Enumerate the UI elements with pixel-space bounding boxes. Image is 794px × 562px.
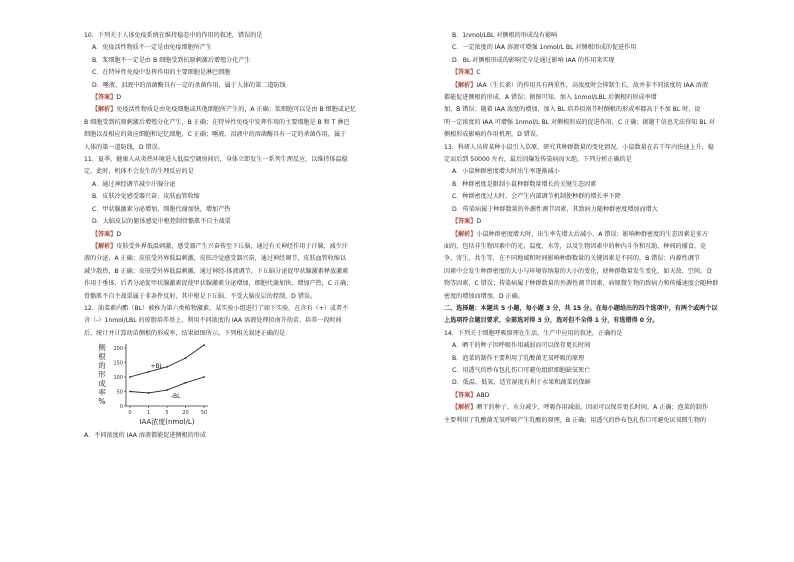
q13-answer	[444, 216, 778, 228]
q14-stem: 14．下列关于细胞呼吸原理在生活、生产中应用的叙述，正确的是	[444, 329, 623, 337]
q13-analysis-5: 物等因素，C 错误；传染病属于种群数量的外源性调节因素，病原微生物的致病力和传播速度会随种群	[444, 280, 719, 288]
y-tick-label: 0	[119, 404, 123, 411]
q10-option-c: C．在特异性免疫中发挥作用的主要细胞是淋巴细胞	[92, 69, 231, 77]
q13-stem-1: 13．科研人员将某种小鼠引入草原，研究其种群数量的变化情况。小鼠数量在若干年内快速上升，稳	[444, 143, 714, 151]
answer-tag: 【答案】	[92, 230, 117, 238]
q11-analysis-line: 皮肤受外界低温刺激，感受器产生兴奋传至下丘脑，通过有关神经作用于汗腺，减少汗	[116, 242, 348, 250]
chart-marks	[129, 344, 205, 400]
analysis-tag: 【解析】	[452, 230, 477, 238]
y-axis-label-char: %	[98, 397, 106, 407]
q12-analysis-3: 加，B 错误；随着 IAA 浓度的增加，加入 BL 培养拟南芥时侧根的形成率都高于不加 BL 时，说	[444, 106, 701, 114]
q12-option-b: B．1nmol/LBL 对侧根的形成没有影响	[452, 32, 558, 39]
x-axis-label: IAA浓度(nmol/L)	[139, 418, 195, 427]
analysis-tag: 【解析】	[92, 106, 117, 114]
q14-answer	[444, 390, 778, 402]
y-axis-label-char: 成	[98, 379, 106, 389]
answer-tag: 【答案】	[92, 94, 117, 102]
y-axis-label-char: 侧	[98, 343, 106, 353]
q12-analysis-1	[444, 80, 778, 92]
bl-iaa-chart	[84, 340, 414, 430]
x-tick-label: 5	[165, 410, 169, 417]
section2-heading-2: 上选项符合题目要求，全部选对得 3 分，选对但不全得 1 分，有选错得 0 分。	[444, 317, 659, 325]
q10-analysis-2: B 细胞受到抗原刺激后增殖分化产生，B 正确；在特异性免疫中发挥作用的主要细胞是 B 和 T 淋巴	[84, 118, 350, 126]
data-point	[185, 357, 187, 359]
series-label: -BL	[171, 393, 181, 401]
x-tick-label: 1	[146, 410, 151, 417]
analysis-tag: 【解析】	[92, 242, 117, 250]
q12-analysis-2: 都能促进侧根的形成，A 错误；据图可知，加入 1nmol/LBL 后侧根的形成率增	[444, 94, 657, 102]
data-point	[129, 376, 131, 378]
q13-analysis-1	[444, 229, 778, 241]
chart-axes	[98, 342, 208, 426]
y-axis-label-char: 率	[98, 388, 106, 398]
x-tick-label: 50	[200, 410, 208, 417]
q12-option-d: D．BL 对侧根形成的影响完全是通过影响 IAA 的作用来实现	[452, 56, 615, 64]
q13-analysis-4: 因素中会发生种群密度的大小与环境容纳量的大小的变化，使种群数量发生变化，如天敌、空间、食	[444, 267, 713, 275]
q10-option-d: D．唾液、泪液中的溶菌酶具有一定的杀菌作用，属于人体的第二道防线	[92, 81, 286, 89]
analysis-tag: 【解析】	[452, 404, 477, 412]
data-point	[148, 371, 150, 373]
q10-answer-value: D	[116, 94, 122, 102]
q10-option-b: B．浆细胞不一定是由 B 细胞受到抗原刺激后增殖分化产生	[92, 56, 251, 64]
x-tick-label: 0	[128, 410, 132, 417]
q13-option-a: A．小鼠种群密度增大时出生率逐渐减小	[452, 168, 560, 176]
q14-option-a: A．晒干的种子因呼吸作用减弱而可以保存更长时间	[452, 342, 591, 350]
q10-analysis-1	[84, 104, 414, 116]
y-axis-label-char: 根	[98, 352, 106, 362]
q11-option-b: B．皮肤冷觉感受器兴奋，皮肤血管收缩	[92, 193, 200, 201]
chart-svg	[92, 340, 232, 430]
q13-analysis-6: 密度的增加而增加，D 正确。	[444, 292, 524, 300]
q11-analysis-2: 液的分泌，A 正确；皮肤受外界低温刺激，皮肤冷觉感受器兴奋，通过神经调节，皮肤血管收缩以	[84, 255, 347, 263]
q10-analysis-3: 细胞以及相应的效应细胞和记忆细胞，C 正确；唾液、泪液中的溶菌酶具有一定的杀菌作用，属于	[84, 131, 347, 139]
section2-heading-1: 二、选择题：本题共 5 小题，每小题 3 分，共 15 分。在每小题给出的四个选项中，有两个或两个以	[444, 304, 718, 312]
q12-option-a: A．不同浓度的 IAA 溶液都能促进侧根的形成	[84, 432, 206, 440]
series-label: +BL	[150, 362, 163, 370]
data-point	[166, 389, 168, 391]
y-tick-label: 50	[116, 389, 123, 396]
answer-tag: 【答案】	[452, 218, 477, 226]
data-point	[185, 382, 187, 384]
left-column	[84, 30, 414, 443]
analysis-tag: 【解析】	[452, 81, 477, 89]
q12-stem-2: 含（-）1nmol/LBL 的琼脂培养基上，利用不同浓度的 IAA 溶液处理拟南芥幼苗，培养一段时间	[84, 317, 342, 325]
answer-tag: 【答案】	[452, 391, 477, 399]
q11-option-a: A．通过神经调节减少汗腺分泌	[92, 180, 176, 188]
q12-answer	[444, 67, 778, 79]
q14-analysis-1	[444, 402, 778, 414]
q13-analysis-3: 争、寄生、共生等，在不同地域和时间影响种群数量的关键因素是不同的，B 错误；内源性调节	[444, 255, 700, 263]
q10-option-a: A．免疫活性物质不一定是由免疫细胞所产生	[92, 44, 212, 52]
data-point	[166, 366, 168, 368]
y-axis-label-char: 形	[98, 370, 106, 380]
q13-option-b: B．种群密度是限制小鼠种群数量增长的关键生态因素	[452, 180, 597, 188]
q12-analysis-4: 明一定浓度的 IAA 可增强 1nmol/L BL 对侧根形成的促进作用，C 正确；据题干信息无法得知 BL 对	[444, 118, 715, 126]
q13-answer-value: D	[476, 218, 482, 226]
y-tick-label: 200	[113, 346, 123, 353]
q14-analysis-line: 晒干的种子，水分减少，呼吸作用减弱，因而可以保存更长时间，A 正确；泡菜的制作	[476, 404, 708, 412]
q11-stem-2: 定。此时，机体不会发生的生理反应的是	[84, 168, 194, 176]
q13-stem-2: 定而后到 50000 左右，最后因爆发传染病而灭绝。下列分析正确的是	[444, 156, 632, 164]
q12-analysis-5: 侧根形成影响的作用机理，D 错误。	[444, 131, 543, 139]
q11-stem-1: 11．夏季，健康人从炎热环境进入低温空调房间后，身体立即发生一系列生理反应，以维持体温稳	[84, 156, 348, 164]
q13-option-c: C．种群密度过大时，会产生内部调节机制使种群的增长率下降	[452, 193, 621, 201]
y-tick-label: 150	[113, 360, 123, 367]
data-point	[129, 391, 131, 393]
q10-stem: 10．下列关于人体免疫系统在维持稳态中的作用的叙述，错误的是	[84, 32, 263, 39]
q11-analysis-1	[84, 241, 414, 253]
q11-analysis-5: 骨骼肌不自主战栗属于非条件反射，其中枢是下丘脑，不受大脑皮层的控制，D 错误。	[84, 292, 317, 300]
y-tick-label: 100	[113, 375, 123, 382]
q14-answer-value: ABD	[476, 391, 490, 399]
q12-analysis-line: IAA（生长素）的作用具有两重性，高浓度时会抑制生长，故并非不同浓度的 IAA 溶液	[476, 81, 709, 89]
right-column	[444, 30, 778, 427]
y-axis-label-char: 的	[98, 361, 106, 371]
data-point	[148, 392, 150, 394]
q11-option-c: C．甲状腺激素分泌增加，细胞代谢加快，增加产热	[92, 205, 231, 213]
q12-stem-1: 12．油菜素内酯（BL）被称为第六类植物激素，某实验小组进行了如下实验，在含有（+）或者不	[84, 304, 349, 312]
q13-analysis-line: 小鼠种群密度增大时，出生率先增大后减小，A 错误；影响种群密度的生态因素是多方	[476, 230, 708, 238]
q11-analysis-3: 减少散热，B 正确；皮肤受外界低温刺激，通过神经-体液调节，下丘脑分泌促甲状腺激素释放激素	[84, 267, 349, 275]
q11-option-d: D．大脑皮层的躯体感觉中枢控制骨骼肌不自主战栗	[92, 218, 231, 226]
q11-analysis-4: 作用于垂体，后者分泌促甲状腺激素促使甲状腺激素分泌增加，细胞代谢加快，增加产热，C 正确；	[84, 280, 353, 288]
q14-option-b: B．泡菜的制作主要利用了乳酸菌无氧呼吸的原理	[452, 354, 585, 362]
answer-tag: 【答案】	[452, 69, 477, 77]
q11-answer	[84, 229, 414, 241]
q13-analysis-2: 面的，包括非生物因素中的光、温度、水等，以及生物因素中的种内斗争和互助、种间的捕食、竞	[444, 242, 707, 250]
q14-option-d: D．低温、低氧、适宜湿度有利于水果和蔬菜的保鲜	[452, 379, 591, 387]
q10-analysis-line: 免疫活性物质是由免疫细胞或其他细胞所产生的，A 正确；浆细胞可以是由 B 细胞或记忆	[116, 106, 357, 114]
q11-answer-value: D	[116, 230, 122, 238]
q12-answer-value: C	[476, 69, 481, 77]
q13-option-d: D．传染病属于种群数量的外源性调节因素，其致病力随种群密度增加而增大	[452, 205, 658, 213]
x-tick-label: 20	[182, 410, 189, 417]
series-line-plus-bl	[130, 345, 204, 377]
q12-option-c: C．一定浓度的 IAA 溶液可增强 1nmol/L BL 对侧根形成的促进作用	[452, 44, 637, 52]
q12-stem-3: 后，统计并计算幼苗侧根的形成率，结果如图所示。下列相关叙述正确的是	[84, 329, 286, 337]
q14-option-c: C．用透气的纱布包扎伤口可避免组织细胞缺氧死亡	[452, 366, 591, 374]
q10-analysis-4: 人体的第一道防线，D 错误。	[84, 143, 164, 151]
q14-analysis-2: 主要利用了乳酸菌无氧呼吸产生乳酸的原理，B 正确；用透气的纱布包扎伤口可避免厌氧微生物的	[444, 416, 707, 424]
q10-answer	[84, 92, 414, 104]
data-point	[203, 344, 205, 346]
data-point	[203, 376, 205, 378]
